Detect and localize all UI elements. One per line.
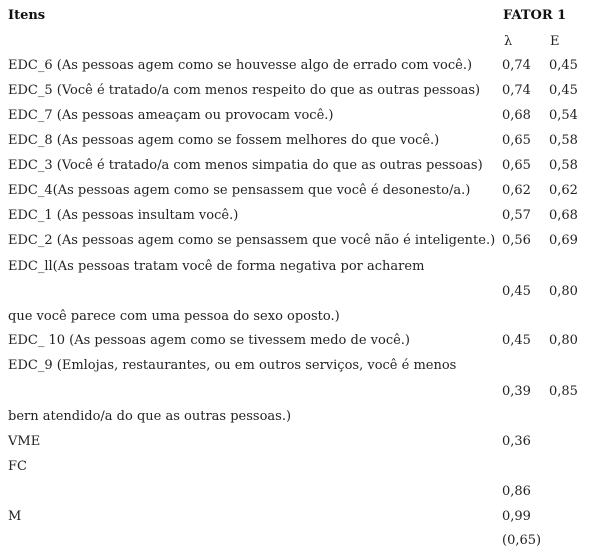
item-label: que você parece com uma pessoa do sexo oposto.) — [8, 309, 340, 324]
table-row — [0, 483, 589, 501]
lambda-value: 0,68 — [502, 108, 531, 123]
lambda-value: 0,45 — [502, 284, 531, 299]
item-label: EDC_ 10 (As pessoas agem como se tivessem medo de você.) — [8, 333, 410, 348]
table-row — [0, 458, 589, 476]
table-row — [0, 532, 589, 550]
e-value: 0,85 — [549, 384, 578, 399]
table-row — [0, 132, 589, 150]
table-row — [0, 182, 589, 200]
item-label: EDC_5 (Você é tratado/a com menos respeito do que as outras pessoas) — [8, 83, 481, 98]
lambda-value: 0,45 — [502, 333, 531, 348]
table-row — [0, 357, 589, 375]
lambda-value: 0,39 — [502, 384, 531, 399]
item-label: EDC_1 (As pessoas insultam você.) — [8, 208, 239, 223]
lambda-value: 0,56 — [502, 233, 531, 248]
item-label: EDC_6 (As pessoas agem como se houvesse algo de errado com você.) — [8, 58, 473, 73]
e-value: 0,80 — [549, 284, 578, 299]
table-row — [0, 107, 589, 125]
e-value: 0,54 — [549, 108, 578, 123]
table-row — [0, 207, 589, 225]
table-row — [0, 232, 589, 250]
e-header: E — [550, 34, 560, 49]
lambda-value: 0,65 — [502, 158, 531, 173]
table-row — [0, 57, 589, 75]
item-label: FC — [8, 459, 27, 474]
table-row — [0, 408, 589, 426]
item-label: EDC_4(As pessoas agem como se pensassem que você é desonesto/a.) — [8, 183, 471, 198]
e-value: 0,45 — [549, 58, 578, 73]
e-value: 0,45 — [549, 83, 578, 98]
e-value: 0,68 — [549, 208, 578, 223]
lambda-value: 0,57 — [502, 208, 531, 223]
factor-header: FATOR 1 — [503, 8, 567, 23]
table-row — [0, 383, 589, 401]
item-label: EDC_9 (Emlojas, restaurantes, ou em outros serviços, você é menos — [8, 358, 457, 373]
lambda-value: 0,99 — [502, 509, 531, 524]
e-value: 0,80 — [549, 333, 578, 348]
lambda-header: λ — [504, 34, 513, 49]
item-label: bern atendido/a do que as outras pessoas.) — [8, 409, 292, 424]
item-label: EDC_ll(As pessoas tratam você de forma negativa por acharem — [8, 259, 425, 274]
table-row — [0, 508, 589, 526]
lambda-value: 0,74 — [502, 83, 531, 98]
e-value: 0,58 — [549, 133, 578, 148]
lambda-value: 0,65 — [502, 133, 531, 148]
item-label: EDC_2 (As pessoas agem como se pensassem que você não é inteligente.) — [8, 233, 496, 248]
table-row — [0, 308, 589, 326]
table-row — [0, 433, 589, 451]
e-value: 0,62 — [549, 183, 578, 198]
table-row — [0, 332, 589, 350]
lambda-value: 0,86 — [502, 484, 531, 499]
table-row — [0, 157, 589, 175]
e-value: 0,69 — [549, 233, 578, 248]
item-label: EDC_3 (Você é tratado/a com menos simpatia do que as outras pessoas) — [8, 158, 483, 173]
lambda-value: (0,65) — [502, 533, 542, 548]
item-label: VME — [8, 434, 41, 449]
item-label: M — [8, 509, 22, 524]
items-header: Itens — [8, 8, 46, 23]
item-label: EDC_8 (As pessoas agem como se fossem melhores do que você.) — [8, 133, 440, 148]
lambda-value: 0,36 — [502, 434, 531, 449]
table-row — [0, 82, 589, 100]
lambda-value: 0,74 — [502, 58, 531, 73]
lambda-value: 0,62 — [502, 183, 531, 198]
e-value: 0,58 — [549, 158, 578, 173]
table-row — [0, 258, 589, 276]
item-label: EDC_7 (As pessoas ameaçam ou provocam você.) — [8, 108, 334, 123]
table-row — [0, 283, 589, 301]
